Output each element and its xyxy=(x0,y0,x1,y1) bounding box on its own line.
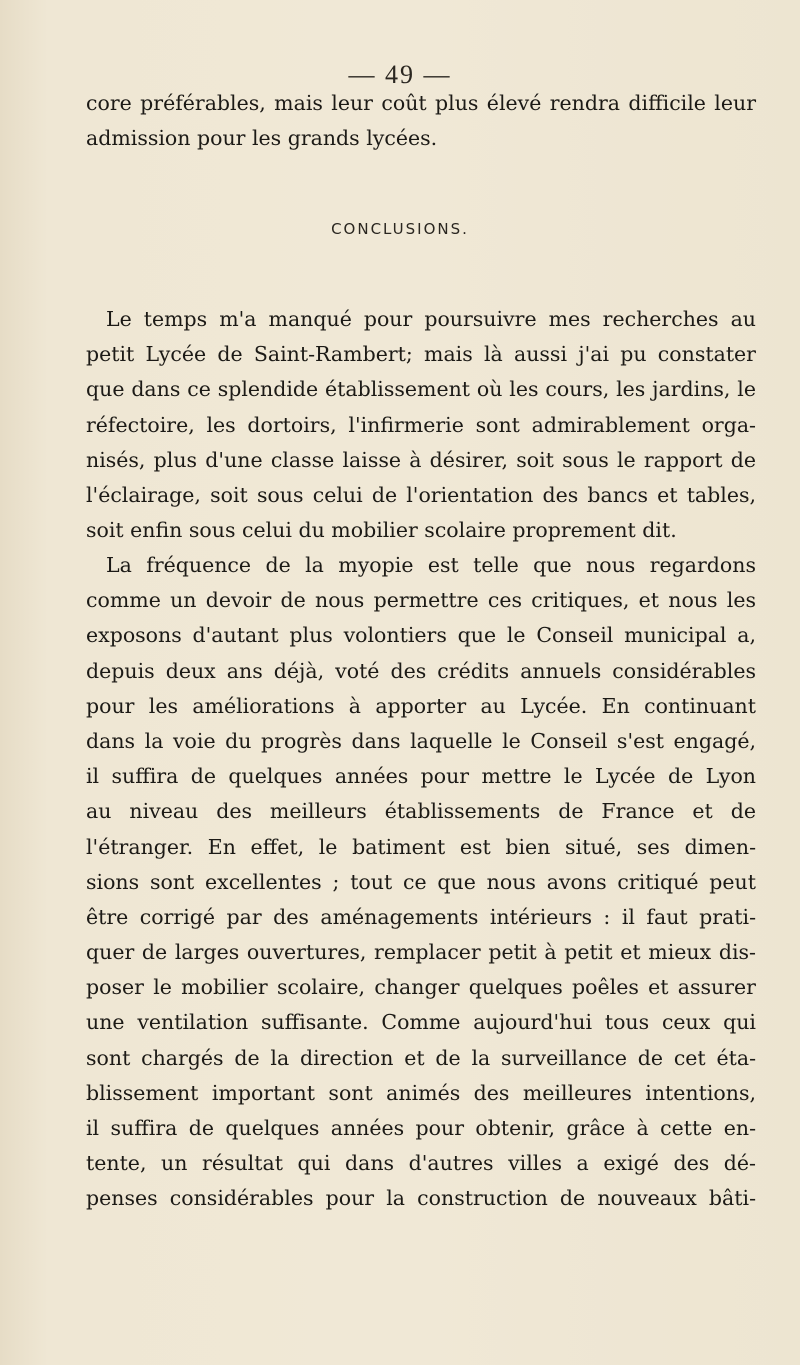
text-line: être corrigé par des aménagements intérieurs : il faut prati- xyxy=(86,904,756,929)
text-line: depuis deux ans déjà, voté des crédits annuels considérables xyxy=(86,658,756,683)
text-line: Le temps m'a manqué pour poursuivre mes recherches au xyxy=(106,307,756,331)
paragraph-2 xyxy=(86,548,756,1217)
text-line: petit Lycée de Saint-Rambert; mais là aussi j'ai pu constater xyxy=(86,342,756,367)
opening-text xyxy=(86,86,756,156)
text-line: La fréquence de la myopie est telle que nous regardons xyxy=(106,553,756,577)
text-line: admission pour les grands lycées. xyxy=(86,126,438,151)
text-line: tente, un résultat qui dans d'autres villes a exigé des dé- xyxy=(86,1151,756,1176)
text-line: l'étranger. En effet, le batiment est bien situé, ses dimen- xyxy=(86,834,756,859)
text-line: au niveau des meilleurs établissements de France et de xyxy=(86,799,756,824)
text-line: penses considérables pour la construction de nouveaux bâti- xyxy=(86,1186,756,1211)
text-line: poser le mobilier scolaire, changer quelques poêles et assurer xyxy=(86,975,756,1000)
text-line: il suffira de quelques années pour obtenir, grâce à cette en- xyxy=(86,1116,756,1140)
text-line: une ventilation suffisante. Comme aujourd'hui tous ceux qui xyxy=(86,1010,756,1035)
text-line: soit enfin sous celui du mobilier scolaire proprement dit. xyxy=(86,518,677,543)
text-line: l'éclairage, soit sous celui de l'orientation des bancs et tables, xyxy=(86,482,756,507)
paragraph-1 xyxy=(86,302,756,548)
text-line: il suffira de quelques années pour mettre le Lycée de Lyon xyxy=(86,764,756,789)
text-line: nisés, plus d'une classe laisse à désirer, soit sous le rapport de xyxy=(86,447,756,472)
text-line: comme un devoir de nous permettre ces critiques, et nous les xyxy=(86,588,756,613)
text-line: pour les améliorations à apporter au Lycée. En continuant xyxy=(86,693,756,718)
text-line: que dans ce splendide établissement où les cours, les jardins, le xyxy=(86,377,756,402)
text-line: dans la voie du progrès dans laquelle le Conseil s'est engagé, xyxy=(86,728,756,753)
text-line: exposons d'autant plus volontiers que le Conseil municipal a, xyxy=(86,623,756,648)
text-line: sont chargés de la direction et de la surveillance de cet éta- xyxy=(86,1045,756,1070)
text-line: core préférables, mais leur coût plus élevé rendra difficile leur xyxy=(86,91,756,115)
page-number: — 49 — xyxy=(348,60,452,89)
text-line: réfectoire, les dortoirs, l'infirmerie sont admirablement orga- xyxy=(86,412,756,437)
text-line: sions sont excellentes ; tout ce que nous avons critiqué peut xyxy=(86,869,756,894)
text-line: blissement important sont animés des meilleures intentions, xyxy=(86,1080,756,1105)
section-heading: CONCLUSIONS. xyxy=(331,220,469,238)
text-line: quer de larges ouvertures, remplacer petit à petit et mieux dis- xyxy=(86,940,756,965)
